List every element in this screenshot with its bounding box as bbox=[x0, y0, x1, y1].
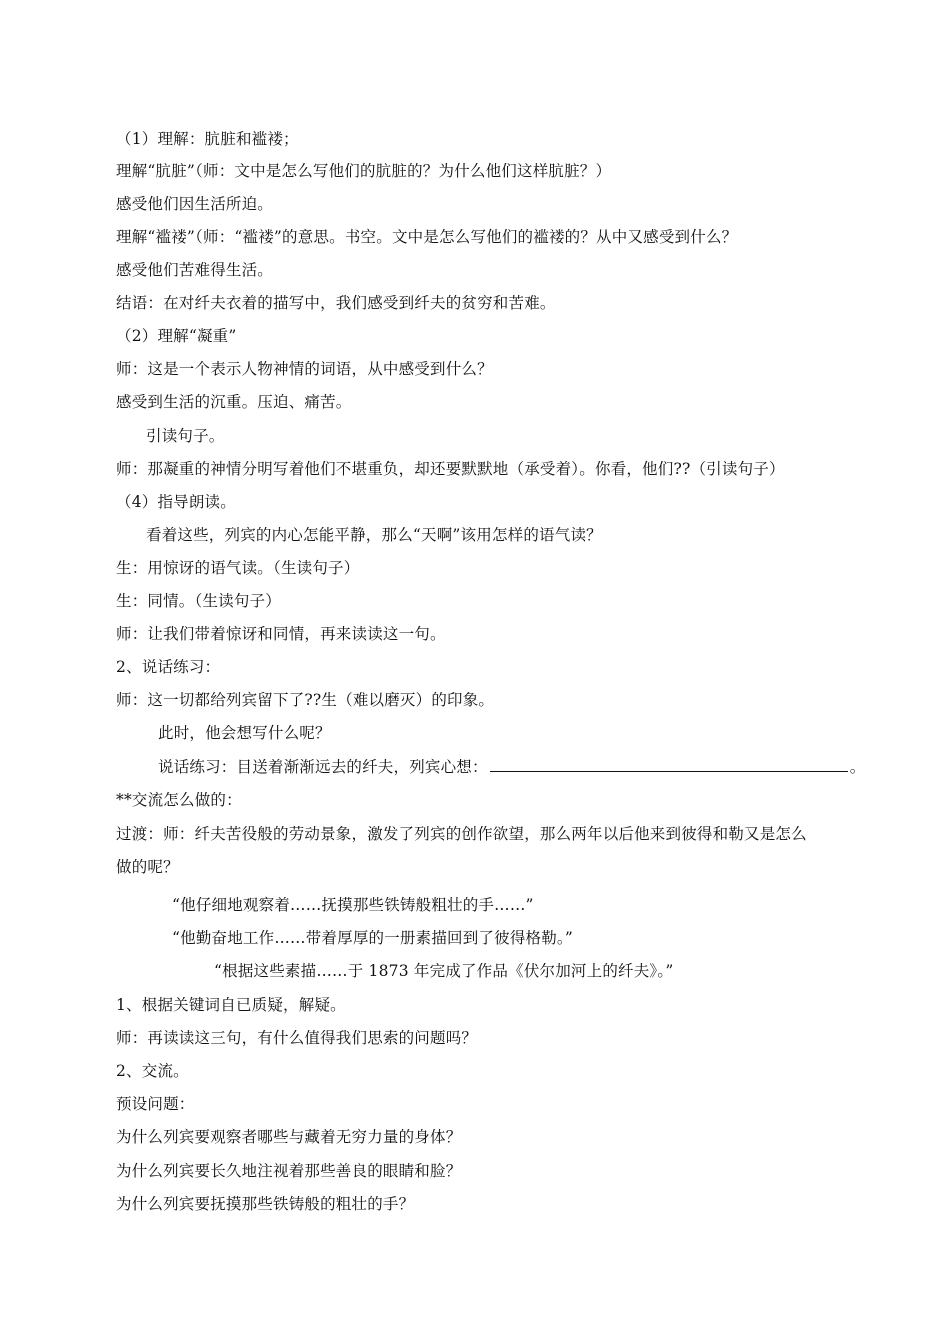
text-line: 为什么列宾要观察者哪些与藏着无穷力量的身体？ bbox=[116, 1128, 462, 1146]
text-line: 1、根据关键词自已质疑，解疑。 bbox=[116, 996, 346, 1014]
text-line: 师：这是一个表示人物神情的词语，从中感受到什么？ bbox=[116, 360, 493, 378]
quote-line: “他勤奋地工作……带着厚厚的一册素描回到了彼得格勒。” bbox=[172, 929, 573, 947]
text-line: 过渡：师：纤夫苦役般的劳动景象，激发了列宾的创作欲望，那么两年以后他来到彼得和勒又是怎么 bbox=[116, 825, 807, 843]
text-line: 感受到生活的沉重。压迫、痛苦。 bbox=[116, 393, 352, 411]
text-line: 预设问题： bbox=[116, 1095, 195, 1113]
text-line: 做的呢？ bbox=[116, 858, 179, 876]
text-line: 。 bbox=[849, 758, 866, 776]
text-line: 此时，他会想写什么呢？ bbox=[158, 724, 331, 742]
fill-in-blank bbox=[490, 757, 848, 772]
text-line: 生：用惊讶的语气读。（生读句子） bbox=[116, 559, 360, 577]
text-line: 理解“肮脏”（师：文中是怎么写他们的肮脏的？为什么他们这样肮脏？） bbox=[116, 162, 612, 180]
speaking-practice-line bbox=[158, 756, 865, 778]
text-line: 师：再读读这三句，有什么值得我们思索的问题吗？ bbox=[116, 1029, 478, 1047]
text-line: 为什么列宾要长久地注视着那些善良的眼睛和脸？ bbox=[116, 1162, 462, 1180]
text-line: 理解“褴褛”（师：“褴褛”的意思。书空。文中是怎么写他们的褴褛的？从中又感受到什么？ bbox=[116, 228, 738, 246]
text-line: 结语：在对纤夫衣着的描写中，我们感受到纤夫的贫穷和苦难。 bbox=[116, 294, 556, 312]
text-line: 2、交流。 bbox=[116, 1062, 189, 1080]
text-line: （4）指导朗读。 bbox=[116, 493, 236, 511]
text-line: 师：这一切都给列宾留下了??生（难以磨灭）的印象。 bbox=[116, 691, 495, 709]
text-line: 说话练习：目送着渐渐远去的纤夫，列宾心想： bbox=[158, 758, 488, 776]
text-line: 引读句子。 bbox=[146, 427, 225, 445]
text-line: 2、说话练习： bbox=[116, 658, 221, 676]
text-line: 感受他们苦难得生活。 bbox=[116, 261, 274, 279]
text-line: 感受他们因生活所迫。 bbox=[116, 195, 274, 213]
quote-line: “根据这些素描……于 1873 年完成了作品《伏尔加河上的纤夫》。” bbox=[214, 962, 674, 980]
text-line: 生：同情。（生读句子） bbox=[116, 592, 281, 610]
text-line: 师：那凝重的神情分明写着他们不堪重负，却还要默默地（承受着）。你看，他们??（引读句子） bbox=[116, 460, 785, 478]
text-line: （1）理解：肮脏和褴褛； bbox=[116, 130, 299, 148]
text-line: （2）理解“凝重” bbox=[116, 327, 237, 345]
text-line: 为什么列宾要抚摸那些铁铸般的粗壮的手？ bbox=[116, 1195, 415, 1213]
text-line: **交流怎么做的： bbox=[116, 791, 242, 809]
text-line: 看着这些，列宾的内心怎能平静，那么“天啊”该用怎样的语气读？ bbox=[146, 526, 602, 544]
quote-line: “他仔细地观察着……抚摸那些铁铸般粗壮的手……” bbox=[172, 896, 534, 914]
text-line: 师：让我们带着惊讶和同情，再来读读这一句。 bbox=[116, 625, 446, 643]
